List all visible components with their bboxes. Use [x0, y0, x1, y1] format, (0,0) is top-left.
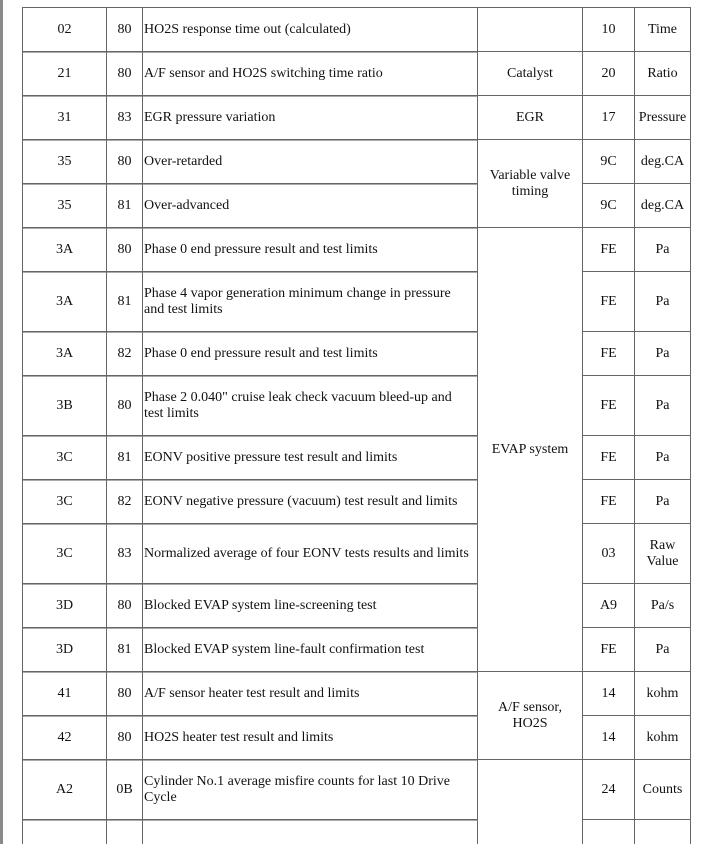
- column-border: [690, 7, 691, 844]
- description-cell: EONV negative pressure (vacuum) test result and limits: [144, 493, 458, 509]
- component-id-cell: 81: [117, 449, 132, 465]
- unit-cell: Pa: [655, 241, 670, 257]
- test-id-cell: 3A: [55, 293, 74, 309]
- description-cell: HO2S response time out (calculated): [144, 21, 351, 37]
- unit-cell: Pa: [655, 641, 670, 657]
- component-id-cell: 80: [117, 597, 132, 613]
- component-id-cell: 81: [117, 641, 132, 657]
- unit-cell: Pressure: [638, 109, 687, 125]
- component-id-cell: 80: [117, 65, 132, 81]
- component-id-cell: 81: [117, 293, 132, 309]
- description-cell: Over-advanced: [144, 197, 230, 213]
- test-id-cell: A2: [55, 781, 74, 797]
- component-id-cell: 80: [117, 21, 132, 37]
- component-id-cell: 80: [117, 153, 132, 169]
- test-id-cell: 35: [57, 153, 72, 169]
- component-id-cell: 80: [117, 685, 132, 701]
- test-id-cell: 3D: [55, 597, 74, 613]
- description-cell: Phase 0 end pressure result and test limits: [144, 241, 378, 257]
- system-group-cell: EGR: [516, 109, 544, 125]
- row-border: [582, 819, 691, 820]
- component-id-cell: 80: [117, 241, 132, 257]
- system-group-cell: Catalyst: [507, 65, 553, 81]
- description-cell: Phase 2 0.040" cruise leak check vacuum bleed-up and test limits: [144, 389, 452, 421]
- unit-id-cell: 9C: [600, 153, 617, 169]
- test-id-cell: 3D: [55, 641, 74, 657]
- unit-cell: Pa: [655, 397, 670, 413]
- description-cell: A/F sensor and HO2S switching time ratio: [144, 65, 383, 81]
- unit-cell: Pa/s: [650, 597, 675, 613]
- row-border: [23, 820, 477, 821]
- unit-cell: Ratio: [647, 65, 678, 81]
- unit-id-cell: FE: [600, 493, 617, 509]
- unit-cell: Pa: [655, 449, 670, 465]
- unit-id-cell: FE: [600, 241, 617, 257]
- unit-cell: deg.CA: [640, 153, 685, 169]
- component-id-cell: 0B: [116, 781, 133, 797]
- description-cell: Cylinder No.1 average misfire counts for last 10 Drive Cycle: [144, 773, 450, 805]
- description-cell: Normalized average of four EONV tests results and limits: [144, 545, 469, 561]
- description-cell: A/F sensor heater test result and limits: [144, 685, 360, 701]
- unit-id-cell: 24: [601, 781, 616, 797]
- unit-id-cell: 14: [601, 729, 616, 745]
- unit-id-cell: 20: [601, 65, 616, 81]
- test-id-cell: 21: [57, 65, 72, 81]
- system-group-cell: EVAP system: [491, 441, 569, 457]
- unit-cell: kohm: [646, 729, 679, 745]
- unit-id-cell: 9C: [600, 197, 617, 213]
- description-cell: Blocked EVAP system line-screening test: [144, 597, 377, 613]
- unit-cell: Pa: [655, 493, 670, 509]
- unit-id-cell: FE: [600, 293, 617, 309]
- component-id-cell: 80: [117, 729, 132, 745]
- test-id-cell: 35: [57, 197, 72, 213]
- test-id-cell: 3C: [56, 449, 73, 465]
- component-id-cell: 83: [117, 545, 132, 561]
- test-id-cell: 3C: [56, 493, 73, 509]
- system-group-cell: [478, 760, 582, 844]
- unit-id-cell: FE: [600, 449, 617, 465]
- description-cell: Phase 0 end pressure result and test limits: [144, 345, 378, 361]
- unit-id-cell: 14: [601, 685, 616, 701]
- system-group-cell: [478, 8, 582, 51]
- unit-cell: Pa: [655, 293, 670, 309]
- system-group-cell: Variable valve timing: [489, 167, 571, 199]
- component-id-cell: 82: [117, 493, 132, 509]
- unit-cell: kohm: [646, 685, 679, 701]
- test-id-cell: 3B: [56, 397, 73, 413]
- description-cell: Blocked EVAP system line-fault confirmation test: [144, 641, 425, 657]
- test-id-cell: 3A: [55, 345, 74, 361]
- unit-cell: deg.CA: [640, 197, 685, 213]
- test-id-cell: 3A: [55, 241, 74, 257]
- test-id-cell: 41: [57, 685, 72, 701]
- unit-cell: Counts: [642, 781, 683, 797]
- unit-id-cell: A9: [599, 597, 618, 613]
- test-id-cell: 02: [57, 21, 72, 37]
- component-id-cell: 82: [117, 345, 132, 361]
- description-cell: EONV positive pressure test result and limits: [144, 449, 398, 465]
- description-cell: Over-retarded: [144, 153, 223, 169]
- description-cell: HO2S heater test result and limits: [144, 729, 334, 745]
- component-id-cell: 83: [117, 109, 132, 125]
- unit-id-cell: 10: [601, 21, 616, 37]
- unit-id-cell: FE: [600, 397, 617, 413]
- component-id-cell: 81: [117, 197, 132, 213]
- system-group-cell: A/F sensor, HO2S: [498, 699, 562, 731]
- component-id-cell: 80: [117, 397, 132, 413]
- test-id-cell: 3C: [56, 545, 73, 561]
- unit-cell: Raw Value: [646, 537, 679, 569]
- unit-cell: Pa: [655, 345, 670, 361]
- test-id-cell: 42: [57, 729, 72, 745]
- unit-id-cell: 17: [601, 109, 616, 125]
- unit-cell: Time: [647, 21, 678, 37]
- test-id-cell: 31: [57, 109, 72, 125]
- unit-id-cell: FE: [600, 641, 617, 657]
- unit-id-cell: 03: [601, 545, 616, 561]
- unit-id-cell: FE: [600, 345, 617, 361]
- description-cell: Phase 4 vapor generation minimum change in pressure and test limits: [144, 285, 451, 317]
- description-cell: EGR pressure variation: [144, 109, 276, 125]
